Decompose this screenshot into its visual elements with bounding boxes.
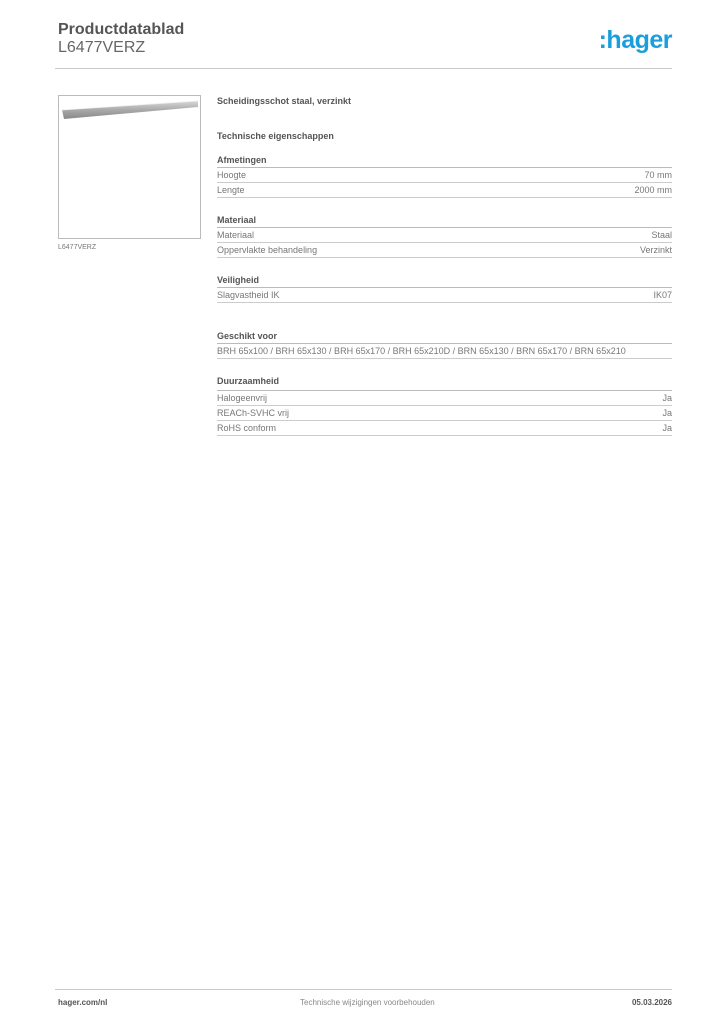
- section-title: Veiligheid: [217, 275, 672, 288]
- product-image: [58, 95, 201, 239]
- spec-row: [217, 406, 672, 421]
- spec-value: Verzinkt: [639, 245, 672, 255]
- page-title: Productdatablad: [58, 21, 185, 38]
- section-title: Afmetingen: [217, 155, 672, 168]
- hager-logo: :hager: [598, 26, 672, 54]
- spec-value: Ja: [662, 393, 672, 403]
- header-divider: [55, 68, 672, 69]
- spec-row: [217, 183, 672, 198]
- section-geschikt-voor: [217, 331, 672, 359]
- spec-label: RoHS conform: [217, 423, 277, 433]
- image-caption: L6477VERZ: [58, 244, 97, 251]
- spec-value: IK07: [653, 290, 672, 300]
- spec-row: [217, 168, 672, 183]
- spec-row: [217, 421, 672, 436]
- section-title: Materiaal: [217, 215, 672, 228]
- spec-value: Ja: [662, 408, 672, 418]
- spec-label: Materiaal: [217, 230, 255, 240]
- spec-row: [217, 243, 672, 258]
- product-code: L6477VERZ: [58, 39, 146, 56]
- footer-date: 05.03.2026: [631, 998, 672, 1007]
- spec-value: Staal: [651, 230, 672, 240]
- spec-row: [217, 288, 672, 303]
- spec-value: Ja: [662, 423, 672, 433]
- spec-label: Hoogte: [217, 170, 247, 180]
- tech-properties-heading: Technische eigenschappen: [217, 131, 334, 141]
- footer-disclaimer: Technische wijzigingen voorbehouden: [300, 998, 435, 1007]
- section-materiaal: [217, 215, 672, 258]
- section-title: Duurzaamheid: [217, 376, 672, 391]
- spec-row: [217, 391, 672, 406]
- section-title: Geschikt voor: [217, 331, 672, 344]
- spec-label: REACh-SVHC vrij: [217, 408, 290, 418]
- spec-value: 2000 mm: [634, 185, 672, 195]
- spec-row: [217, 228, 672, 243]
- footer-divider: [55, 989, 672, 990]
- spec-label: Halogeenvrij: [217, 393, 268, 403]
- compatible-list: [217, 344, 672, 359]
- spec-content: [217, 96, 672, 453]
- partition-rail-image: [59, 96, 200, 238]
- section-duurzaamheid: [217, 376, 672, 436]
- spec-label: Oppervlakte behandeling: [217, 245, 318, 255]
- spec-value: 70 mm: [644, 170, 672, 180]
- section-afmetingen: [217, 155, 672, 198]
- spec-label: Lengte: [217, 185, 245, 195]
- product-description: Scheidingsschot staal, verzinkt: [217, 96, 352, 106]
- section-veiligheid: [217, 275, 672, 303]
- compatible-products: BRH 65x100 / BRH 65x130 / BRH 65x170 / BRH 65x210D / BRN 65x130 / BRN 65x170 / BRN 65x210: [217, 346, 626, 356]
- spec-label: Slagvastheid IK: [217, 290, 280, 300]
- footer-website-link[interactable]: hager.com/nl: [58, 998, 108, 1007]
